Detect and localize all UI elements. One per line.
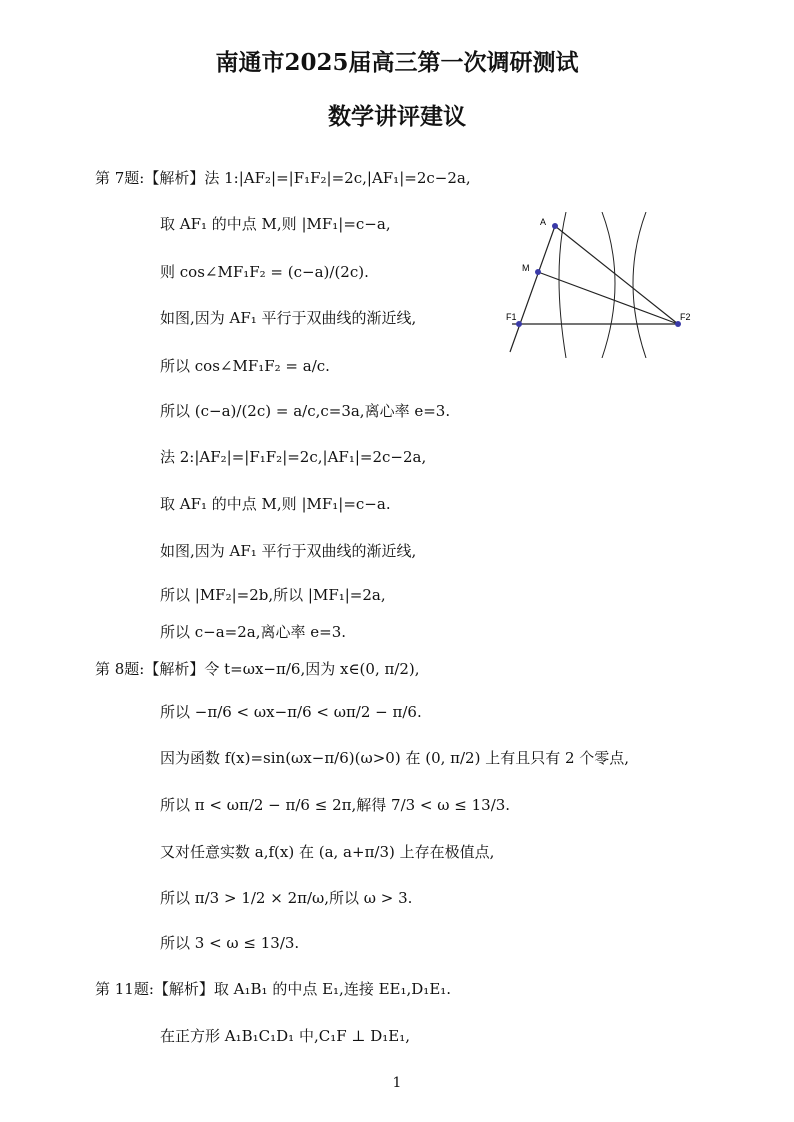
text-line: 所以 c−a=2a,离心率 e=3. (160, 623, 347, 641)
text-line: 所以 π/3 > 1/2 × 2π/ω,所以 ω > 3. (160, 889, 413, 907)
segment-af2 (555, 226, 678, 324)
text-line: 所以 3 < ω ≤ 13/3. (160, 934, 300, 952)
text-line: 第 8题:【解析】令 t=ωx−π/6,因为 x∈(0, π/2), (95, 660, 420, 678)
text-line: 所以 |MF₂|=2b,所以 |MF₁|=2a, (160, 586, 386, 604)
hyperbola-figure (500, 212, 716, 358)
text-line: 所以 −π/6 < ωx−π/6 < ωπ/2 − π/6. (160, 703, 422, 721)
text-line: 又对任意实数 a,f(x) 在 (a, a+π/3) 上存在极值点, (160, 843, 495, 861)
label-f1: F1 (506, 312, 517, 322)
text-line: 因为函数 f(x)=sin(ωx−π/6)(ω>0) 在 (0, π/2) 上有且只有 2 个零点, (160, 749, 630, 767)
page-number: 1 (392, 1075, 402, 1091)
text-line: 如图,因为 AF₁ 平行于双曲线的渐近线, (160, 542, 417, 560)
label-m: M (522, 263, 530, 273)
text-line: 在正方形 A₁B₁C₁D₁ 中,C₁F ⊥ D₁E₁, (160, 1027, 411, 1045)
label-a: A (540, 217, 547, 227)
point-m (535, 269, 541, 275)
text-line: 第 7题:【解析】法 1:|AF₂|=|F₁F₂|=2c,|AF₁|=2c−2a, (95, 169, 471, 187)
label-f2: F2 (680, 312, 691, 322)
text-line: 取 AF₁ 的中点 M,则 |MF₁|=c−a. (160, 495, 391, 513)
point-a (552, 223, 558, 229)
page-subtitle: 数学讲评建议 (328, 103, 466, 130)
text-line: 所以 (c−a)/(2c) = a/c,c=3a,离心率 e=3. (160, 402, 451, 420)
text-line: 所以 π < ωπ/2 − π/6 ≤ 2π,解得 7/3 < ω ≤ 13/3. (160, 796, 511, 814)
page-title: 南通市2025届高三第一次调研测试 (215, 49, 579, 76)
text-line: 法 2:|AF₂|=|F₁F₂|=2c,|AF₁|=2c−2a, (160, 448, 427, 466)
text-line: 则 cos∠MF₁F₂ = (c−a)/(2c). (160, 263, 369, 281)
hyperbola-right-branch (602, 212, 615, 358)
segment-af1 (510, 226, 555, 352)
text-line: 取 AF₁ 的中点 M,则 |MF₁|=c−a, (160, 215, 391, 233)
text-line: 所以 cos∠MF₁F₂ = a/c. (160, 357, 330, 375)
point-f1 (516, 321, 522, 327)
hyperbola-far-branch (633, 212, 646, 358)
text-line: 第 11题:【解析】取 A₁B₁ 的中点 E₁,连接 EE₁,D₁E₁. (95, 980, 452, 998)
text-line: 如图,因为 AF₁ 平行于双曲线的渐近线, (160, 309, 417, 327)
